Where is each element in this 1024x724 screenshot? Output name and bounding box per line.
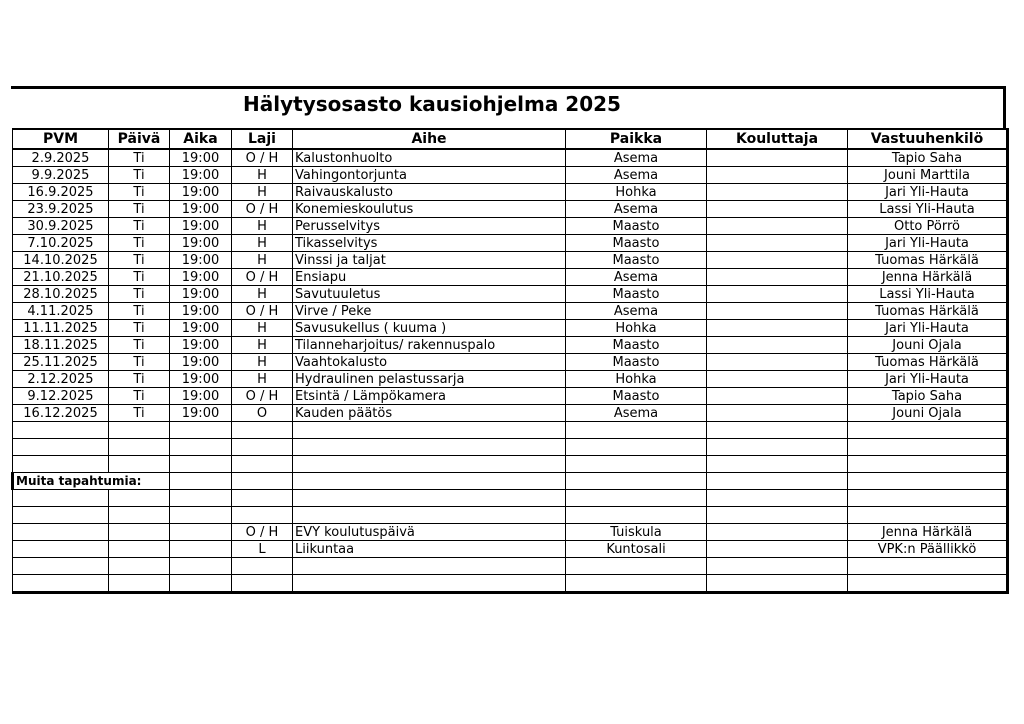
cell-paikka <box>566 558 707 575</box>
cell-kouluttaja <box>707 439 848 456</box>
cell-vastuuhenkilo: Jenna Härkälä <box>848 524 1008 541</box>
cell-paikka <box>566 439 707 456</box>
cell-kouluttaja <box>707 184 848 201</box>
cell-paiva <box>109 541 170 558</box>
cell-pvm: 21.10.2025 <box>13 269 109 286</box>
cell-vastuuhenkilo: Jari Yli-Hauta <box>848 371 1008 388</box>
cell-kouluttaja <box>707 405 848 422</box>
cell-kouluttaja <box>707 252 848 269</box>
cell-pvm <box>13 439 109 456</box>
cell-paikka: Maasto <box>566 235 707 252</box>
cell-kouluttaja <box>707 218 848 235</box>
cell-pvm: 2.12.2025 <box>13 371 109 388</box>
cell-kouluttaja <box>707 337 848 354</box>
column-header-aika: Aika <box>170 129 232 149</box>
cell-vastuuhenkilo: Tapio Saha <box>848 388 1008 405</box>
cell-pvm: 7.10.2025 <box>13 235 109 252</box>
cell-aika: 19:00 <box>170 303 232 320</box>
cell-aihe: Vahingontorjunta <box>293 167 566 184</box>
cell-pvm: 4.11.2025 <box>13 303 109 320</box>
cell-aihe <box>293 473 566 490</box>
cell-paiva <box>109 439 170 456</box>
cell-aika: 19:00 <box>170 252 232 269</box>
cell-vastuuhenkilo: Lassi Yli-Hauta <box>848 201 1008 218</box>
column-header-aihe: Aihe <box>293 129 566 149</box>
cell-vastuuhenkilo <box>848 473 1008 490</box>
cell-kouluttaja <box>707 575 848 593</box>
cell-aihe: Ensiapu <box>293 269 566 286</box>
cell-aika: 19:00 <box>170 184 232 201</box>
cell-aika <box>170 575 232 593</box>
cell-vastuuhenkilo: Lassi Yli-Hauta <box>848 286 1008 303</box>
column-header-paiva: Päivä <box>109 129 170 149</box>
cell-paiva: Ti <box>109 388 170 405</box>
cell-aihe: Konemieskoulutus <box>293 201 566 218</box>
column-header-vastuuhenkilo: Vastuuhenkilö <box>848 129 1008 149</box>
header-row <box>13 129 1008 149</box>
cell-vastuuhenkilo: Jouni Ojala <box>848 405 1008 422</box>
cell-paikka: Asema <box>566 149 707 167</box>
cell-laji: H <box>232 184 293 201</box>
column-header-paikka: Paikka <box>566 129 707 149</box>
cell-kouluttaja <box>707 473 848 490</box>
cell-kouluttaja <box>707 354 848 371</box>
cell-aika <box>170 422 232 439</box>
cell-aihe: Raivauskalusto <box>293 184 566 201</box>
cell-kouluttaja <box>707 507 848 524</box>
cell-aihe: Vinssi ja taljat <box>293 252 566 269</box>
cell-aihe: Liikuntaa <box>293 541 566 558</box>
cell-paiva: Ti <box>109 184 170 201</box>
cell-aika <box>170 558 232 575</box>
cell-aika: 19:00 <box>170 201 232 218</box>
cell-laji: O / H <box>232 201 293 218</box>
cell-paikka: Asema <box>566 201 707 218</box>
cell-vastuuhenkilo: Jari Yli-Hauta <box>848 184 1008 201</box>
cell-aika: 19:00 <box>170 320 232 337</box>
cell-paiva <box>109 507 170 524</box>
cell-laji <box>232 558 293 575</box>
cell-aihe: Perusselvitys <box>293 218 566 235</box>
cell-laji: O / H <box>232 269 293 286</box>
cell-vastuuhenkilo <box>848 422 1008 439</box>
table-row <box>13 235 1008 252</box>
table-row <box>13 201 1008 218</box>
table-row <box>13 269 1008 286</box>
cell-paikka: Tuiskula <box>566 524 707 541</box>
cell-aika <box>170 456 232 473</box>
cell-kouluttaja <box>707 201 848 218</box>
cell-vastuuhenkilo <box>848 490 1008 507</box>
cell-laji <box>232 456 293 473</box>
cell-pvm: 9.9.2025 <box>13 167 109 184</box>
cell-paikka: Maasto <box>566 286 707 303</box>
cell-pvm <box>13 558 109 575</box>
cell-paiva <box>109 422 170 439</box>
cell-laji <box>232 473 293 490</box>
cell-pvm: 14.10.2025 <box>13 252 109 269</box>
cell-laji <box>232 422 293 439</box>
cell-aika: 19:00 <box>170 286 232 303</box>
cell-paiva: Ti <box>109 337 170 354</box>
cell-kouluttaja <box>707 269 848 286</box>
schedule-table <box>11 128 1009 594</box>
cell-paikka <box>566 490 707 507</box>
column-header-laji: Laji <box>232 129 293 149</box>
cell-laji: H <box>232 286 293 303</box>
cell-kouluttaja <box>707 286 848 303</box>
cell-pvm <box>13 575 109 593</box>
cell-vastuuhenkilo: VPK:n Päällikkö <box>848 541 1008 558</box>
table-row <box>13 456 1008 473</box>
cell-kouluttaja <box>707 456 848 473</box>
cell-paikka: Maasto <box>566 354 707 371</box>
cell-paiva: Ti <box>109 286 170 303</box>
cell-vastuuhenkilo: Tuomas Härkälä <box>848 354 1008 371</box>
cell-pvm <box>13 541 109 558</box>
cell-laji <box>232 575 293 593</box>
cell-aihe: Etsintä / Lämpökamera <box>293 388 566 405</box>
table-row <box>13 354 1008 371</box>
table-row <box>13 371 1008 388</box>
cell-paiva <box>109 575 170 593</box>
cell-aika <box>170 439 232 456</box>
table-row <box>13 405 1008 422</box>
cell-aihe: Virve / Peke <box>293 303 566 320</box>
cell-paiva: Ti <box>109 252 170 269</box>
cell-aihe <box>293 422 566 439</box>
cell-paiva <box>109 524 170 541</box>
cell-laji <box>232 507 293 524</box>
cell-vastuuhenkilo: Tuomas Härkälä <box>848 252 1008 269</box>
cell-vastuuhenkilo <box>848 439 1008 456</box>
page-title: Hälytysosasto kausiohjelma 2025 <box>243 92 621 116</box>
cell-kouluttaja <box>707 422 848 439</box>
cell-pvm: 28.10.2025 <box>13 286 109 303</box>
table-row <box>13 184 1008 201</box>
column-header-pvm: PVM <box>13 129 109 149</box>
cell-aihe: Savutuuletus <box>293 286 566 303</box>
cell-paikka: Maasto <box>566 218 707 235</box>
cell-vastuuhenkilo: Jenna Härkälä <box>848 269 1008 286</box>
cell-kouluttaja <box>707 558 848 575</box>
cell-aihe: Savusukellus ( kuuma ) <box>293 320 566 337</box>
cell-aihe: EVY koulutuspäivä <box>293 524 566 541</box>
cell-aika: 19:00 <box>170 269 232 286</box>
cell-aihe: Tikasselvitys <box>293 235 566 252</box>
cell-laji: H <box>232 218 293 235</box>
cell-laji: H <box>232 235 293 252</box>
table-row <box>13 218 1008 235</box>
cell-aihe: Vaahtokalusto <box>293 354 566 371</box>
cell-paiva: Ti <box>109 218 170 235</box>
table-row <box>13 167 1008 184</box>
cell-kouluttaja <box>707 235 848 252</box>
cell-pvm <box>13 524 109 541</box>
cell-pvm: 16.12.2025 <box>13 405 109 422</box>
cell-aika <box>170 473 232 490</box>
cell-aika: 19:00 <box>170 388 232 405</box>
cell-pvm: 2.9.2025 <box>13 149 109 167</box>
cell-aika: 19:00 <box>170 405 232 422</box>
cell-kouluttaja <box>707 320 848 337</box>
cell-aika <box>170 524 232 541</box>
cell-pvm <box>13 456 109 473</box>
title-bar <box>11 86 1006 128</box>
cell-vastuuhenkilo: Jari Yli-Hauta <box>848 235 1008 252</box>
cell-laji: H <box>232 337 293 354</box>
cell-aihe <box>293 456 566 473</box>
cell-aihe: Kauden päätös <box>293 405 566 422</box>
table-row <box>13 422 1008 439</box>
table-row <box>13 337 1008 354</box>
cell-paikka <box>566 575 707 593</box>
table-row <box>13 320 1008 337</box>
schedule-sheet <box>11 86 1006 594</box>
table-row <box>13 439 1008 456</box>
cell-paiva <box>109 490 170 507</box>
cell-paikka: Kuntosali <box>566 541 707 558</box>
cell-paiva: Ti <box>109 167 170 184</box>
cell-laji: O / H <box>232 303 293 320</box>
cell-paiva: Ti <box>109 320 170 337</box>
cell-aika <box>170 541 232 558</box>
cell-laji: L <box>232 541 293 558</box>
other-event-row <box>13 507 1008 524</box>
cell-aika <box>170 490 232 507</box>
cell-vastuuhenkilo: Tapio Saha <box>848 149 1008 167</box>
cell-pvm: 16.9.2025 <box>13 184 109 201</box>
cell-paikka: Asema <box>566 405 707 422</box>
cell-pvm <box>13 507 109 524</box>
cell-vastuuhenkilo: Otto Pörrö <box>848 218 1008 235</box>
cell-paikka: Maasto <box>566 388 707 405</box>
cell-kouluttaja <box>707 149 848 167</box>
cell-paiva <box>109 558 170 575</box>
cell-kouluttaja <box>707 303 848 320</box>
cell-vastuuhenkilo: Tuomas Härkälä <box>848 303 1008 320</box>
cell-paiva: Ti <box>109 201 170 218</box>
cell-vastuuhenkilo: Jouni Ojala <box>848 337 1008 354</box>
cell-kouluttaja <box>707 371 848 388</box>
cell-paikka: Asema <box>566 167 707 184</box>
cell-laji: H <box>232 252 293 269</box>
schedule-body <box>13 149 1008 593</box>
cell-laji: H <box>232 320 293 337</box>
table-row <box>13 388 1008 405</box>
cell-aihe <box>293 507 566 524</box>
cell-paiva: Ti <box>109 235 170 252</box>
cell-kouluttaja <box>707 388 848 405</box>
cell-paiva <box>109 456 170 473</box>
other-events-label-row <box>13 473 1008 490</box>
cell-aika <box>170 507 232 524</box>
cell-vastuuhenkilo <box>848 456 1008 473</box>
cell-aika: 19:00 <box>170 149 232 167</box>
cell-aika: 19:00 <box>170 354 232 371</box>
table-row <box>13 303 1008 320</box>
cell-vastuuhenkilo: Jouni Marttila <box>848 167 1008 184</box>
cell-pvm: 23.9.2025 <box>13 201 109 218</box>
other-event-row <box>13 558 1008 575</box>
cell-aika: 19:00 <box>170 218 232 235</box>
cell-laji: O / H <box>232 388 293 405</box>
cell-aika: 19:00 <box>170 337 232 354</box>
cell-paikka <box>566 473 707 490</box>
cell-aihe <box>293 490 566 507</box>
cell-aihe <box>293 439 566 456</box>
other-event-row <box>13 541 1008 558</box>
cell-paikka: Hohka <box>566 184 707 201</box>
cell-laji: O / H <box>232 524 293 541</box>
cell-laji <box>232 439 293 456</box>
cell-pvm: 25.11.2025 <box>13 354 109 371</box>
cell-aika: 19:00 <box>170 235 232 252</box>
cell-pvm <box>13 422 109 439</box>
cell-pvm: 11.11.2025 <box>13 320 109 337</box>
cell-paiva: Ti <box>109 371 170 388</box>
cell-paikka: Asema <box>566 303 707 320</box>
other-event-row <box>13 490 1008 507</box>
other-events-label: Muita tapahtumia: <box>13 473 170 490</box>
column-header-kouluttaja: Kouluttaja <box>707 129 848 149</box>
cell-laji: H <box>232 371 293 388</box>
cell-laji: H <box>232 167 293 184</box>
cell-paiva: Ti <box>109 149 170 167</box>
cell-pvm: 9.12.2025 <box>13 388 109 405</box>
cell-paiva: Ti <box>109 269 170 286</box>
cell-vastuuhenkilo <box>848 575 1008 593</box>
cell-kouluttaja <box>707 167 848 184</box>
table-row <box>13 286 1008 303</box>
cell-paiva: Ti <box>109 303 170 320</box>
cell-kouluttaja <box>707 490 848 507</box>
cell-paikka <box>566 456 707 473</box>
cell-aihe: Tilanneharjoitus/ rakennuspalo <box>293 337 566 354</box>
other-event-row <box>13 524 1008 541</box>
cell-aihe: Kalustonhuolto <box>293 149 566 167</box>
cell-pvm: 18.11.2025 <box>13 337 109 354</box>
cell-paikka: Maasto <box>566 337 707 354</box>
cell-aihe <box>293 558 566 575</box>
cell-aika: 19:00 <box>170 371 232 388</box>
cell-aihe: Hydraulinen pelastussarja <box>293 371 566 388</box>
cell-paikka <box>566 422 707 439</box>
cell-aika: 19:00 <box>170 167 232 184</box>
cell-paikka: Hohka <box>566 320 707 337</box>
table-row <box>13 149 1008 167</box>
cell-vastuuhenkilo <box>848 558 1008 575</box>
table-row <box>13 252 1008 269</box>
cell-paiva: Ti <box>109 354 170 371</box>
cell-pvm <box>13 490 109 507</box>
cell-laji: H <box>232 354 293 371</box>
other-event-row <box>13 575 1008 593</box>
cell-laji: O <box>232 405 293 422</box>
cell-paikka: Maasto <box>566 252 707 269</box>
cell-paiva: Ti <box>109 405 170 422</box>
cell-aihe <box>293 575 566 593</box>
cell-laji: O / H <box>232 149 293 167</box>
cell-paikka: Hohka <box>566 371 707 388</box>
cell-vastuuhenkilo <box>848 507 1008 524</box>
cell-laji <box>232 490 293 507</box>
cell-vastuuhenkilo: Jari Yli-Hauta <box>848 320 1008 337</box>
cell-kouluttaja <box>707 541 848 558</box>
cell-pvm: 30.9.2025 <box>13 218 109 235</box>
cell-paikka: Asema <box>566 269 707 286</box>
cell-kouluttaja <box>707 524 848 541</box>
cell-paikka <box>566 507 707 524</box>
